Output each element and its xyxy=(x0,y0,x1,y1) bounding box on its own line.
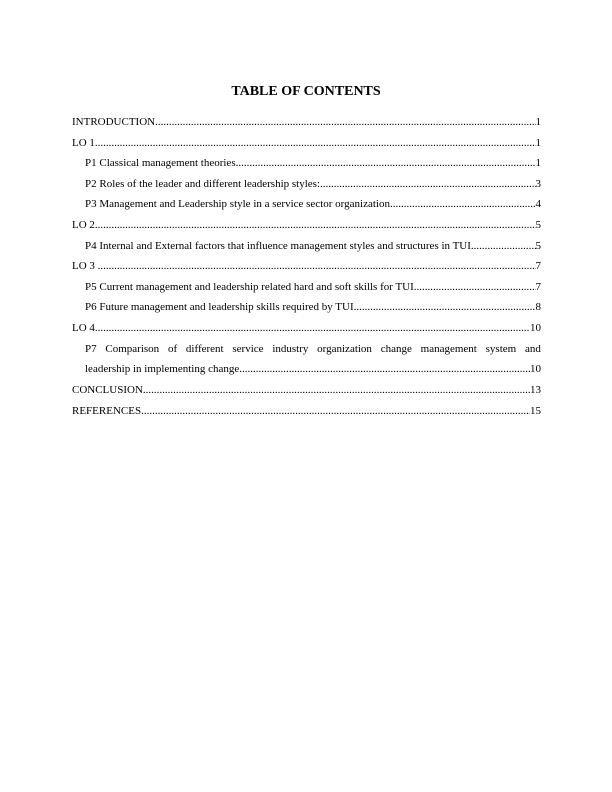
toc-page-number: 15 xyxy=(530,404,541,417)
toc-entry-label: INTRODUCTION xyxy=(72,116,156,128)
toc-entry-label-line2: leadership in implementing change xyxy=(85,363,240,376)
dot-leader xyxy=(354,300,536,314)
dot-leader xyxy=(141,404,530,418)
toc-entry-p6[interactable] xyxy=(72,298,541,319)
dot-leader xyxy=(155,115,535,129)
toc-entry-introduction[interactable] xyxy=(72,113,541,134)
toc-entry-lo1[interactable] xyxy=(72,134,541,155)
label-word: and xyxy=(524,342,541,355)
dot-leader xyxy=(320,177,535,191)
dot-leader xyxy=(239,362,530,376)
toc-entry-conclusion[interactable] xyxy=(72,381,541,402)
toc-entry-label: LO 3 xyxy=(72,260,98,273)
label-word: P7 xyxy=(85,342,97,355)
toc-page-number: 7 xyxy=(535,260,541,273)
toc-entry-p5[interactable] xyxy=(72,278,541,299)
label-word: of xyxy=(167,342,178,355)
toc-page-number: 1 xyxy=(535,136,541,149)
toc-page-number: 5 xyxy=(535,218,541,231)
toc-page-number: 1 xyxy=(535,157,541,170)
dot-leader xyxy=(471,239,536,253)
toc-entry-lo2[interactable] xyxy=(72,216,541,237)
toc-page-number: 8 xyxy=(535,301,541,314)
toc-entry-label: REFERENCES xyxy=(72,404,142,417)
toc-title: TABLE OF CONTENTS xyxy=(231,84,381,99)
toc-entry-references[interactable] xyxy=(72,402,541,423)
toc-page-number: 10 xyxy=(530,363,541,376)
label-word: system xyxy=(485,342,517,355)
toc-entry-label: P6 Future management and leadership skills required by TUI xyxy=(85,301,354,314)
toc-page-number: 7 xyxy=(535,280,541,293)
toc-entry-lo3[interactable] xyxy=(72,257,541,278)
toc-entry-p3[interactable] xyxy=(72,195,541,216)
dot-leader xyxy=(414,280,536,294)
toc-entry-p1[interactable] xyxy=(72,154,541,175)
toc-entry-label: P1 Classical management theories xyxy=(85,157,236,170)
toc-page-number: 3 xyxy=(535,177,541,190)
toc-page-number: 13 xyxy=(530,384,541,397)
toc-entry-label: P2 Roles of the leader and different leadership styles: xyxy=(85,177,321,190)
dot-leader xyxy=(95,321,530,335)
dot-leader xyxy=(95,218,536,232)
label-word: different xyxy=(185,342,224,355)
label-word: service xyxy=(232,342,264,355)
toc-entry-label: P5 Current management and leadership related hard and soft skills for TUI xyxy=(85,280,414,293)
toc-page-number: 5 xyxy=(535,239,541,252)
toc-page-number: 1 xyxy=(535,116,541,128)
toc-entry-label: LO 2 xyxy=(72,218,95,231)
toc-entry-p4[interactable] xyxy=(72,237,541,258)
dot-leader xyxy=(143,383,530,397)
toc-entry-label: P4 Internal and External factors that influence management styles and structures in TUI xyxy=(85,239,471,252)
toc-entry-label: LO 1 xyxy=(72,136,95,149)
dot-leader xyxy=(390,197,536,211)
toc-entry-p2[interactable] xyxy=(72,175,541,196)
label-word: industry xyxy=(272,342,309,355)
dot-leader xyxy=(98,259,536,273)
toc-entry-label-line1 xyxy=(85,342,541,363)
table-of-contents xyxy=(72,113,541,422)
toc-entry-label: LO 4 xyxy=(72,321,95,334)
toc-page-number: 10 xyxy=(530,321,541,334)
label-word: management xyxy=(420,342,477,355)
label-word: Comparison xyxy=(105,342,160,355)
toc-entry-lo4[interactable] xyxy=(72,319,541,340)
toc-entry-label: P3 Management and Leadership style in a service sector organization xyxy=(85,198,390,211)
toc-page-number: 4 xyxy=(535,198,541,211)
toc-entry-p7[interactable] xyxy=(72,340,541,382)
toc-entry-label: CONCLUSION xyxy=(72,384,143,397)
dot-leader xyxy=(95,136,536,150)
label-word: change xyxy=(380,342,412,355)
dot-leader xyxy=(236,156,536,170)
label-word: organization xyxy=(317,342,372,355)
